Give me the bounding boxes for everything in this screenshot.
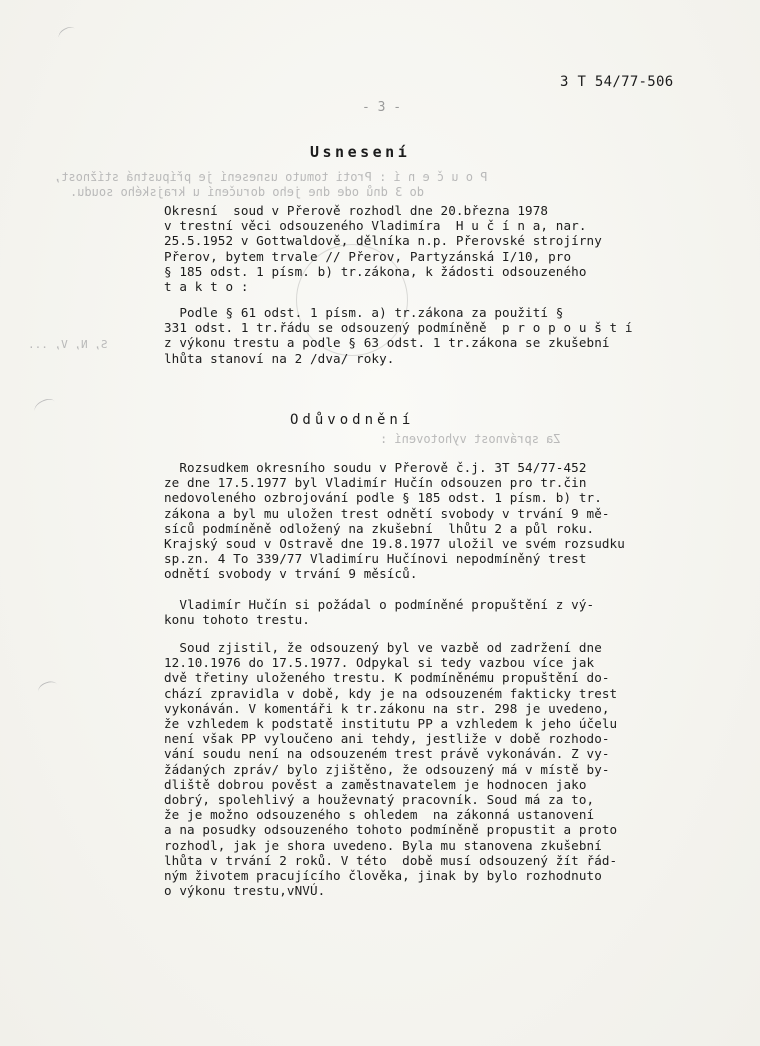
text-line: a na posudky odsouzeného tohoto podmíněně propustit a proto bbox=[164, 822, 618, 838]
paragraph-reasons-3 bbox=[164, 640, 617, 898]
text-line: § 185 odst. 1 písm. b) tr.zákona, k žádosti odsouzeného bbox=[164, 263, 587, 279]
pencil-mark bbox=[36, 679, 59, 698]
paragraph-verdict bbox=[164, 305, 633, 366]
document-title: Usnesení bbox=[310, 143, 411, 161]
text-line: lhůta stanoví na 2 /dva/ roky. bbox=[164, 350, 395, 366]
text-line: není však PP vyloučeno ani tehdy, jestliže v době rozhodo- bbox=[164, 731, 610, 747]
text-line: že je možno odsouzeného s ohledem na zákonná ustanovení bbox=[164, 807, 595, 823]
text-line: rozhodl, jak je shora uvedeno. Byla mu stanovena zkušební bbox=[164, 837, 602, 853]
text-line: nedovoleného ozbrojování podle § 185 odst. 1 písm. b) tr. bbox=[164, 490, 602, 506]
text-line: Okresní soud v Přerově rozhodl dne 20.března 1978 bbox=[164, 203, 549, 218]
text-line: ným životem pracujícího člověka, jinak by bylo rozhodnuto bbox=[164, 868, 602, 884]
text-line: Podle § 61 odst. 1 písm. a) tr.zákona za použití § bbox=[164, 305, 564, 320]
bleed-through-text: Za správnost vyhotovení : bbox=[380, 432, 561, 446]
text-line: vykonáván. V komentáři k tr.zákonu na str. 298 je uvedeno, bbox=[164, 700, 610, 716]
text-line: Rozsudkem okresního soudu v Přerově č.j. 3T 54/77-452 bbox=[164, 460, 587, 475]
case-reference: 3 T 54/77-506 bbox=[560, 74, 674, 90]
paragraph-reasons-1 bbox=[164, 460, 625, 582]
bleed-through-text: do 3 dnů ode dne jeho doručení u krajského soudu. bbox=[70, 185, 425, 199]
bleed-through-text: S, N, V, ... bbox=[28, 338, 108, 351]
text-line: odnětí svobody v trvání 9 měsíců. bbox=[164, 566, 418, 582]
page-number: - 3 - bbox=[362, 100, 402, 115]
text-line: dvě třetiny uloženého trestu. K podmíněnému propuštění do- bbox=[164, 670, 610, 686]
text-line: dobrý, spolehlivý a houževnatý pracovník. Soud má za to, bbox=[164, 792, 595, 808]
text-line: že vzhledem k podstatě institutu PP a vzhledem k jeho účelu bbox=[164, 716, 618, 732]
text-line: t a k t o : bbox=[164, 279, 249, 295]
text-line: Přerov, bytem trvale // Přerov, Partyzánská I/10, pro bbox=[164, 248, 572, 264]
text-line: dliště dobrou pověst a zaměstnavatelem je hodnocen jako bbox=[164, 776, 587, 792]
text-line: v trestní věci odsouzeného Vladimíra H u č í n a, nar. bbox=[164, 218, 587, 234]
text-line: chází zpravidla v době, kdy je na odsouzeném fakticky trest bbox=[164, 685, 618, 701]
reasons-heading: Odůvodnění bbox=[290, 412, 415, 428]
paragraph-reasons-2 bbox=[164, 597, 594, 627]
text-line: z výkonu trestu a podle § 63 odst. 1 tr.zákona se zkušební bbox=[164, 335, 610, 351]
text-line: lhůta v trvání 2 roků. V této době musí odsouzený žít řád- bbox=[164, 852, 618, 868]
text-line: vání soudu není na odsouzeném trest právě vykonáván. Z vy- bbox=[164, 746, 610, 762]
text-line: zákona a byl mu uložen trest odnětí svobody v trvání 9 mě- bbox=[164, 505, 610, 521]
text-line: 12.10.1976 do 17.5.1977. Odpykal si tedy vazbou více jak bbox=[164, 655, 595, 671]
text-line: konu tohoto trestu. bbox=[164, 612, 310, 628]
text-line: Vladimír Hučín si požádal o podmíněné propuštění z vý- bbox=[164, 597, 595, 612]
paragraph-intro bbox=[164, 203, 602, 294]
text-line: síců podmíněně odložený na zkušební lhůtu 2 a půl roku. bbox=[164, 520, 595, 536]
text-line: 25.5.1952 v Gottwaldově, dělníka n.p. Přerovské strojírny bbox=[164, 233, 602, 249]
pencil-mark bbox=[32, 396, 57, 417]
text-line: Krajský soud v Ostravě dne 19.8.1977 uložil ve svém rozsudku bbox=[164, 536, 625, 552]
text-line: ze dne 17.5.1977 byl Vladimír Hučín odsouzen pro tr.čin bbox=[164, 475, 587, 491]
text-line: o výkonu trestu,vNVÚ. bbox=[164, 883, 326, 899]
text-line: sp.zn. 4 To 339/77 Vladimíru Hučínovi nepodmíněný trest bbox=[164, 551, 587, 567]
pencil-mark bbox=[56, 24, 77, 43]
bleed-through-text: P o u č e n í : Proti tomuto usnesení je přípustná stížnost, bbox=[54, 170, 488, 184]
text-line: Soud zjistil, že odsouzený byl ve vazbě od zadržení dne bbox=[164, 640, 602, 655]
text-line: žádaných zpráv/ bylo zjištěno, že odsouzený má v místě by- bbox=[164, 761, 610, 777]
text-line: 331 odst. 1 tr.řádu se odsouzený podmíněně p r o p o u š t í bbox=[164, 320, 633, 336]
